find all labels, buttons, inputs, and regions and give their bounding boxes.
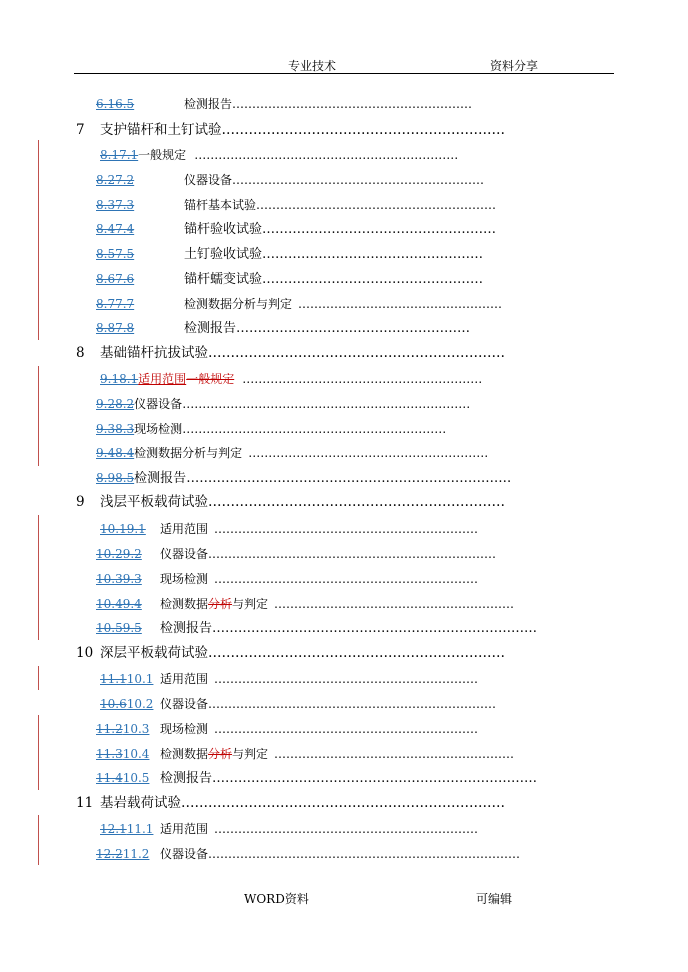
toc-entry-number: 10.610.2: [100, 697, 154, 711]
toc-entry-number: 8.67.6: [96, 272, 135, 286]
toc-leader: ……………………………………………: [262, 247, 484, 262]
toc-leader: …………………………………………………………: [182, 422, 447, 436]
toc-entry[interactable]: [96, 318, 470, 338]
toc-chapter[interactable]: [76, 643, 505, 663]
toc-entry-title: 仪器设备: [160, 547, 209, 561]
toc-entry[interactable]: [96, 219, 496, 239]
footer-left: WORD资料: [244, 892, 309, 906]
toc-entry-title: 检测报告: [134, 471, 187, 486]
toc-leader: …………………………………………………………………: [186, 471, 512, 486]
toc-entry-number: 12.211.2: [96, 847, 150, 861]
toc-chapter-title: 浅层平板载荷试验: [100, 494, 208, 510]
toc-entry-title: 检测数据分析与判定: [134, 446, 243, 460]
toc-leader: …………………………………………………………: [214, 572, 479, 586]
toc-entry-title: 锚杆验收试验: [184, 222, 263, 237]
toc-leader: …………………………………………………………: [214, 672, 479, 686]
toc-leader: ……………………………………………………: [232, 97, 473, 111]
toc-entry-title: 适用范围: [160, 672, 209, 686]
toc-entry[interactable]: [96, 594, 514, 614]
toc-entry-title: 仪器设备: [184, 173, 233, 187]
toc-entry[interactable]: [96, 394, 470, 414]
toc-chapter-title: 支护锚杆和土钉试验: [100, 122, 222, 138]
toc-leader: …………………………………………………………: [208, 645, 505, 661]
toc-chapter-number: 9: [76, 494, 85, 510]
toc-entry[interactable]: [96, 294, 502, 314]
toc-entry-number: 9.18.1: [100, 372, 139, 386]
toc-entry-number: 11.310.4: [96, 747, 150, 761]
toc-chapter[interactable]: [76, 492, 505, 512]
toc-chapter-number: 7: [76, 122, 85, 138]
toc-entry-title: 检测数据分析与判定: [184, 297, 293, 311]
toc-entry[interactable]: [96, 94, 472, 114]
toc-leader: …………………………………………………………………: [212, 771, 538, 786]
header-left: 专业技术: [288, 59, 337, 73]
toc-entry-title: 检测数据分析与判定: [160, 747, 269, 761]
toc-entry-number: 10.29.2: [96, 547, 142, 561]
toc-entry[interactable]: [96, 244, 483, 264]
toc-leader: ……………………………………………………: [242, 372, 483, 386]
toc-entry[interactable]: [100, 819, 478, 839]
toc-entry-title: 现场检测: [160, 572, 209, 586]
toc-entry-number: 12.111.1: [100, 822, 154, 836]
toc-leader: ………………………………………………: [262, 222, 497, 237]
toc-entry[interactable]: [100, 669, 478, 689]
toc-leader: …………………………………………………………: [214, 522, 479, 536]
toc-leader: ……………………………………………………: [274, 747, 515, 761]
toc-entry-number: 6.16.5: [96, 97, 135, 111]
toc-leader: …………………………………………………………: [214, 722, 479, 736]
toc-leader: ………………………………………………………: [232, 173, 485, 187]
toc-entry[interactable]: [100, 369, 482, 389]
toc-entry-number: 8.57.5: [96, 247, 135, 261]
toc-entry[interactable]: [96, 195, 496, 215]
toc-entry[interactable]: [100, 519, 478, 539]
toc-entry-title: 检测报告: [184, 97, 233, 111]
toc-entry-title: 锚杆基本试验: [184, 198, 257, 212]
toc-leader: …………………………………………………………: [214, 822, 479, 836]
toc-entry-title: 土钉验收试验: [184, 247, 263, 262]
toc-leader: ………………………………………………: [236, 321, 471, 336]
toc-chapter-title: 基础锚杆抗拔试验: [100, 345, 208, 361]
toc-entry[interactable]: [96, 170, 484, 190]
toc-entry-title: 检测报告: [184, 321, 237, 336]
toc-leader: ……………………………………………………: [256, 198, 497, 212]
toc-chapter[interactable]: [76, 120, 505, 140]
toc-leader: ………………………………………………………………: [208, 697, 497, 711]
toc-leader: ………………………………………………………………: [208, 547, 497, 561]
toc-entry[interactable]: [96, 844, 520, 864]
toc-entry[interactable]: [96, 419, 446, 439]
toc-entry-number: 8.98.5: [96, 471, 135, 485]
toc-entry-title: 适用范围: [160, 822, 209, 836]
toc-leader: …………………………………………………………: [208, 494, 505, 510]
toc-entry[interactable]: [96, 443, 488, 463]
toc-entry-number: 11.210.3: [96, 722, 150, 736]
toc-entry-title: 检测数据分析与判定: [160, 597, 269, 611]
toc-entry-number: 8.87.8: [96, 321, 135, 335]
toc-entry[interactable]: [96, 569, 478, 589]
toc-entry-title: 仪器设备: [160, 847, 209, 861]
toc-entry[interactable]: [96, 468, 511, 488]
toc-chapter-number: 8: [76, 345, 85, 361]
toc-leader: ……………………………………………………………………: [208, 847, 521, 861]
toc-entry-title: 锚杆蠕变试验: [184, 272, 263, 287]
toc-chapter-title: 基岩载荷试验: [100, 795, 181, 811]
toc-entry[interactable]: [96, 269, 483, 289]
toc-entry-number: 10.19.1: [100, 522, 146, 536]
toc-entry[interactable]: [96, 768, 537, 788]
toc-entry-number: 10.39.3: [96, 572, 142, 586]
toc-entry-title: 检测报告: [160, 621, 213, 636]
toc-chapter-title: 深层平板载荷试验: [100, 645, 208, 661]
toc-entry-number: 9.28.2: [96, 397, 135, 411]
toc-leader: …………………………………………………………: [194, 148, 459, 162]
toc-leader: ……………………………………………………: [248, 446, 489, 460]
toc-entry-number: 11.410.5: [96, 771, 150, 785]
toc-entry[interactable]: [100, 694, 496, 714]
toc-entry-number: 8.27.2: [96, 173, 135, 187]
toc-leader: ………………………………………………………………: [182, 397, 471, 411]
toc-leader: ………………………………………………………: [221, 122, 505, 138]
toc-entry-number: 8.17.1: [100, 148, 139, 162]
toc-entry-number: 10.49.4: [96, 597, 142, 611]
toc-entry-title: 现场检测: [160, 722, 209, 736]
toc-entry[interactable]: [96, 544, 496, 564]
toc-chapter-number: 11: [76, 795, 94, 811]
toc-leader: ……………………………………………: [298, 297, 503, 311]
toc-entry-number: 9.48.4: [96, 446, 135, 460]
toc-entry-number: 8.37.3: [96, 198, 135, 212]
toc-entry-title: 适用范围一般规定: [138, 372, 235, 386]
toc-entry-title: 适用范围: [160, 522, 209, 536]
header-right: 资料分享: [490, 59, 539, 73]
toc-leader: ………………………………………………………………: [181, 795, 505, 811]
toc-entry-title: 一般规定: [138, 148, 187, 162]
toc-entry[interactable]: [96, 744, 514, 764]
toc-leader: ……………………………………………: [262, 272, 484, 287]
toc-entry-title: 仪器设备: [160, 697, 209, 711]
toc-entry-number: 8.77.7: [96, 297, 135, 311]
toc-leader: ……………………………………………………: [274, 597, 515, 611]
toc-leader: …………………………………………………………………: [212, 621, 538, 636]
toc-chapter-number: 10: [76, 645, 94, 661]
toc-entry-title: 仪器设备: [134, 397, 183, 411]
footer-right: 可编辑: [476, 892, 513, 906]
toc-entry-number: 10.59.5: [96, 621, 142, 635]
toc-entry[interactable]: [96, 618, 537, 638]
toc-entry[interactable]: [96, 719, 478, 739]
toc-chapter[interactable]: [76, 793, 505, 813]
toc-entry-title: 检测报告: [160, 771, 213, 786]
toc-entry-number: 9.38.3: [96, 422, 135, 436]
toc-entry-title: 现场检测: [134, 422, 183, 436]
toc-chapter[interactable]: [76, 343, 505, 363]
toc-leader: …………………………………………………………: [208, 345, 505, 361]
toc-entry-number: 11.110.1: [100, 672, 154, 686]
toc-entry[interactable]: [100, 145, 458, 165]
toc-entry-number: 8.47.4: [96, 222, 135, 236]
